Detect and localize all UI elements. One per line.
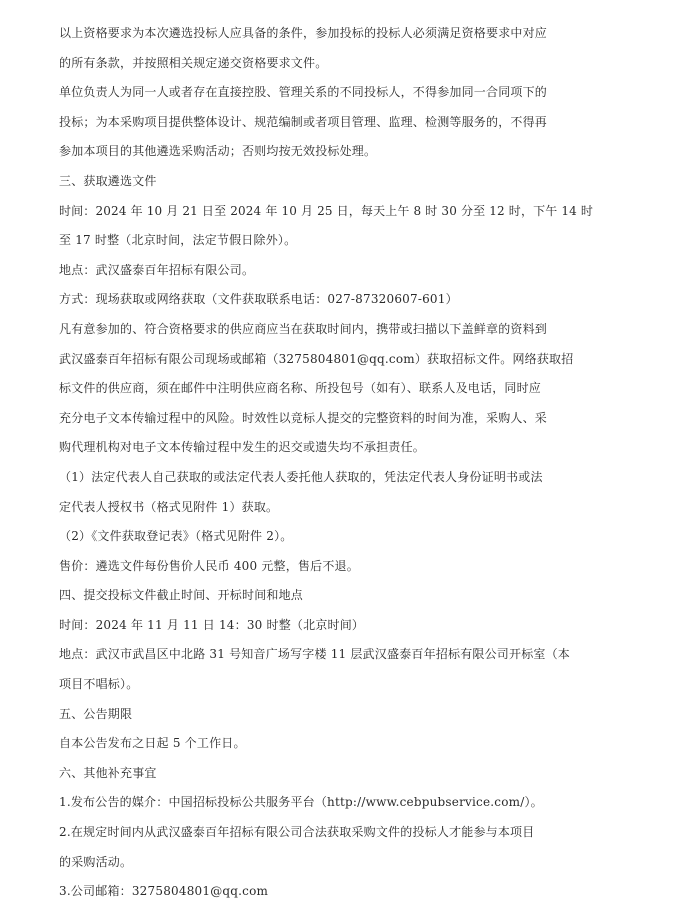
text-line: 地点：武汉市武昌区中北路 31 号知音广场写字楼 11 层武汉盛泰百年招标有限公司开标室（本: [59, 647, 571, 662]
text-line: 购代理机构对电子文本传输过程中发生的迟交或遗失均不承担责任。: [59, 440, 426, 455]
document-body: [59, 19, 593, 907]
text-line: 3.公司邮箱：3275804801@qq.com: [59, 884, 269, 899]
section-heading: 三、获取遴选文件: [59, 173, 157, 188]
text-line: 地点：武汉盛泰百年招标有限公司。: [59, 262, 255, 277]
text-line: 自本公告发布之日起 5 个工作日。: [59, 736, 246, 751]
text-line: 充分电子文本传输过程中的风险。时效性以竞标人提交的完整资料的时间为准，采购人、采: [59, 410, 548, 425]
text-line: 武汉盛泰百年招标有限公司现场或邮箱（3275804801@qq.com）获取招标文件。网络获取招: [59, 351, 574, 366]
text-line: 1.发布公告的媒介：中国招标投标公共服务平台（http://www.cebpubservice.com/）。: [59, 795, 543, 810]
text-line: 单位负责人为同一人或者存在直接控股、管理关系的不同投标人，不得参加同一合同项下的: [59, 85, 548, 100]
text-line: 时间：2024 年 11 月 11 日 14：30 时整（北京时间）: [59, 617, 365, 632]
text-line: 的采购活动。: [59, 854, 133, 869]
text-line: 以上资格要求为本次遴选投标人应具备的条件，参加投标的投标人必须满足资格要求中对应: [59, 26, 548, 40]
section-heading: 五、公告期限: [59, 706, 133, 721]
text-line: 时间：2024 年 10 月 21 日至 2024 年 10 月 25 日，每天上午 8 时 30 分至 12 时，下午 14 时: [59, 203, 594, 218]
text-line: 2.在规定时间内从武汉盛泰百年招标有限公司合法获取采购文件的投标人才能参与本项目: [59, 825, 535, 840]
text-line: 凡有意参加的、符合资格要求的供应商应当在获取时间内，携带或扫描以下盖鲜章的资料到: [59, 321, 548, 336]
text-line: 项目不唱标）。: [59, 677, 139, 692]
section-heading: 六、其他补充事宜: [59, 765, 157, 780]
text-line: 的所有条款，并按照相关规定递交资格要求文件。: [59, 55, 328, 70]
text-line: 投标；为本采购项目提供整体设计、规范编制或者项目管理、监理、检测等服务的，不得再: [59, 114, 548, 129]
section-heading: 四、提交投标文件截止时间、开标时间和地点: [59, 588, 304, 603]
text-line: 售价：遴选文件每份售价人民币 400 元整，售后不退。: [59, 558, 359, 573]
text-line: （1）法定代表人自己获取的或法定代表人委托他人获取的，凭法定代表人身份证明书或法: [59, 469, 543, 484]
text-line: 方式：现场获取或网络获取（文件获取联系电话：027-87320607-601）: [59, 292, 458, 307]
text-line: （2）《文件获取登记表》（格式见附件 2）。: [59, 529, 293, 544]
text-line: 至 17 时整（北京时间，法定节假日除外）。: [59, 233, 297, 248]
text-line: 参加本项目的其他遴选采购活动；否则均按无效投标处理。: [59, 144, 377, 159]
text-line: 标文件的供应商，须在邮件中注明供应商名称、所投包号（如有）、联系人及电话，同时应: [59, 381, 542, 396]
text-line: 定代表人授权书（格式见附件 1）获取。: [59, 499, 279, 514]
